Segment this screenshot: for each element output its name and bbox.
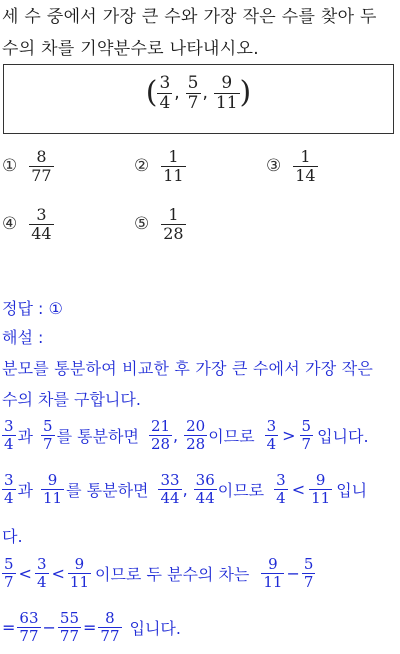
- choice-3[interactable]: [266, 148, 318, 184]
- solution-line-2-wrap: 다.: [2, 527, 23, 546]
- fraction: $\frac{63}{77}$: [19, 609, 39, 645]
- choice-mark: ④: [2, 214, 18, 235]
- fraction: $\frac{20}{28}$: [186, 417, 206, 453]
- fraction: $\frac{3}{4}$: [4, 471, 14, 507]
- fraction: $\frac{3}{4}$: [4, 417, 14, 453]
- box-fraction: $\frac{3}{4}$: [159, 73, 171, 113]
- solution-line-3: [2, 556, 315, 590]
- fraction: $\frac{5}{7}$: [43, 417, 53, 453]
- choice-fraction: $\frac{1}{14}$: [295, 147, 316, 185]
- close-paren: ): [239, 75, 252, 111]
- text: 입니다.: [317, 426, 369, 446]
- text: ,: [182, 479, 188, 499]
- choice-2[interactable]: [134, 148, 186, 184]
- fraction: $\frac{36}{44}$: [195, 471, 215, 507]
- choice-1[interactable]: [2, 148, 54, 184]
- choice-mark: ⑤: [134, 214, 150, 235]
- choice-fraction: $\frac{1}{11}$: [163, 147, 184, 185]
- fraction: $\frac{3}{4}$: [266, 417, 277, 453]
- text: 를 통분하면: [66, 480, 149, 500]
- text: 이므로 두 분수의 차는: [95, 564, 250, 584]
- text: 입니: [336, 480, 368, 500]
- explanation-label: 해설 :: [2, 328, 44, 347]
- fraction: $\frac{5}{7}$: [301, 417, 312, 453]
- box-separator: ,: [202, 83, 208, 104]
- given-numbers-box: [3, 64, 394, 134]
- fraction: $\frac{5}{7}$: [303, 555, 314, 591]
- fraction: $\frac{9}{11}$: [311, 471, 331, 507]
- box-separator: ,: [174, 83, 180, 104]
- text: ,: [173, 425, 179, 445]
- text: 이므로: [208, 426, 255, 446]
- question-line-2: 수의 차를 기약분수로 나타내시오.: [2, 39, 259, 59]
- choice-5[interactable]: [134, 206, 186, 242]
- choice-fraction: $\frac{3}{44}$: [31, 205, 52, 243]
- fraction: $\frac{9}{11}$: [43, 471, 63, 507]
- text: 과: [17, 480, 34, 500]
- choice-mark: ③: [266, 156, 282, 177]
- fraction: $\frac{3}{4}$: [276, 471, 286, 507]
- answer-line: 정답 : ①: [2, 299, 63, 318]
- question-line-1: 세 수 중에서 가장 큰 수와 가장 작은 수를 찾아 두: [2, 7, 377, 27]
- operator: =: [2, 617, 16, 637]
- fraction: $\frac{9}{11}$: [69, 555, 89, 591]
- operator: −: [286, 563, 300, 583]
- choice-mark: ②: [134, 156, 150, 177]
- solution-line-2: [2, 472, 367, 506]
- box-fraction: $\frac{5}{7}$: [187, 73, 199, 113]
- fraction: $\frac{55}{77}$: [59, 609, 79, 645]
- solution-line-1: [2, 418, 369, 452]
- operator: <: [291, 479, 306, 499]
- explanation-paragraph-1: 분모를 통분하여 비교한 후 가장 큰 수에서 가장 작은: [2, 359, 374, 378]
- explanation-paragraph-2: 수의 차를 구합니다.: [2, 390, 141, 409]
- text: 과: [17, 426, 34, 446]
- fraction: $\frac{21}{28}$: [150, 417, 171, 453]
- solution-line-4: [2, 610, 181, 644]
- text: 이므로: [217, 480, 265, 500]
- open-paren: (: [145, 75, 158, 111]
- choice-fraction: $\frac{1}{28}$: [163, 205, 184, 243]
- box-fraction: $\frac{9}{11}$: [215, 73, 238, 113]
- fraction: $\frac{9}{11}$: [263, 555, 283, 591]
- choice-fraction: $\frac{8}{77}$: [31, 147, 52, 185]
- operator: >: [282, 425, 296, 445]
- choice-4[interactable]: [2, 206, 54, 242]
- operator: <: [51, 563, 65, 583]
- fraction: $\frac{33}{44}$: [160, 471, 180, 507]
- fraction: $\frac{3}{4}$: [36, 555, 47, 591]
- text: 입니다.: [129, 618, 181, 638]
- fraction: $\frac{8}{77}$: [100, 609, 120, 645]
- text: 를 통분하면: [56, 426, 139, 446]
- operator: <: [18, 563, 32, 583]
- fraction: $\frac{5}{7}$: [4, 555, 14, 591]
- choice-mark: ①: [2, 156, 18, 177]
- operator: −: [42, 617, 56, 637]
- operator: =: [83, 617, 97, 637]
